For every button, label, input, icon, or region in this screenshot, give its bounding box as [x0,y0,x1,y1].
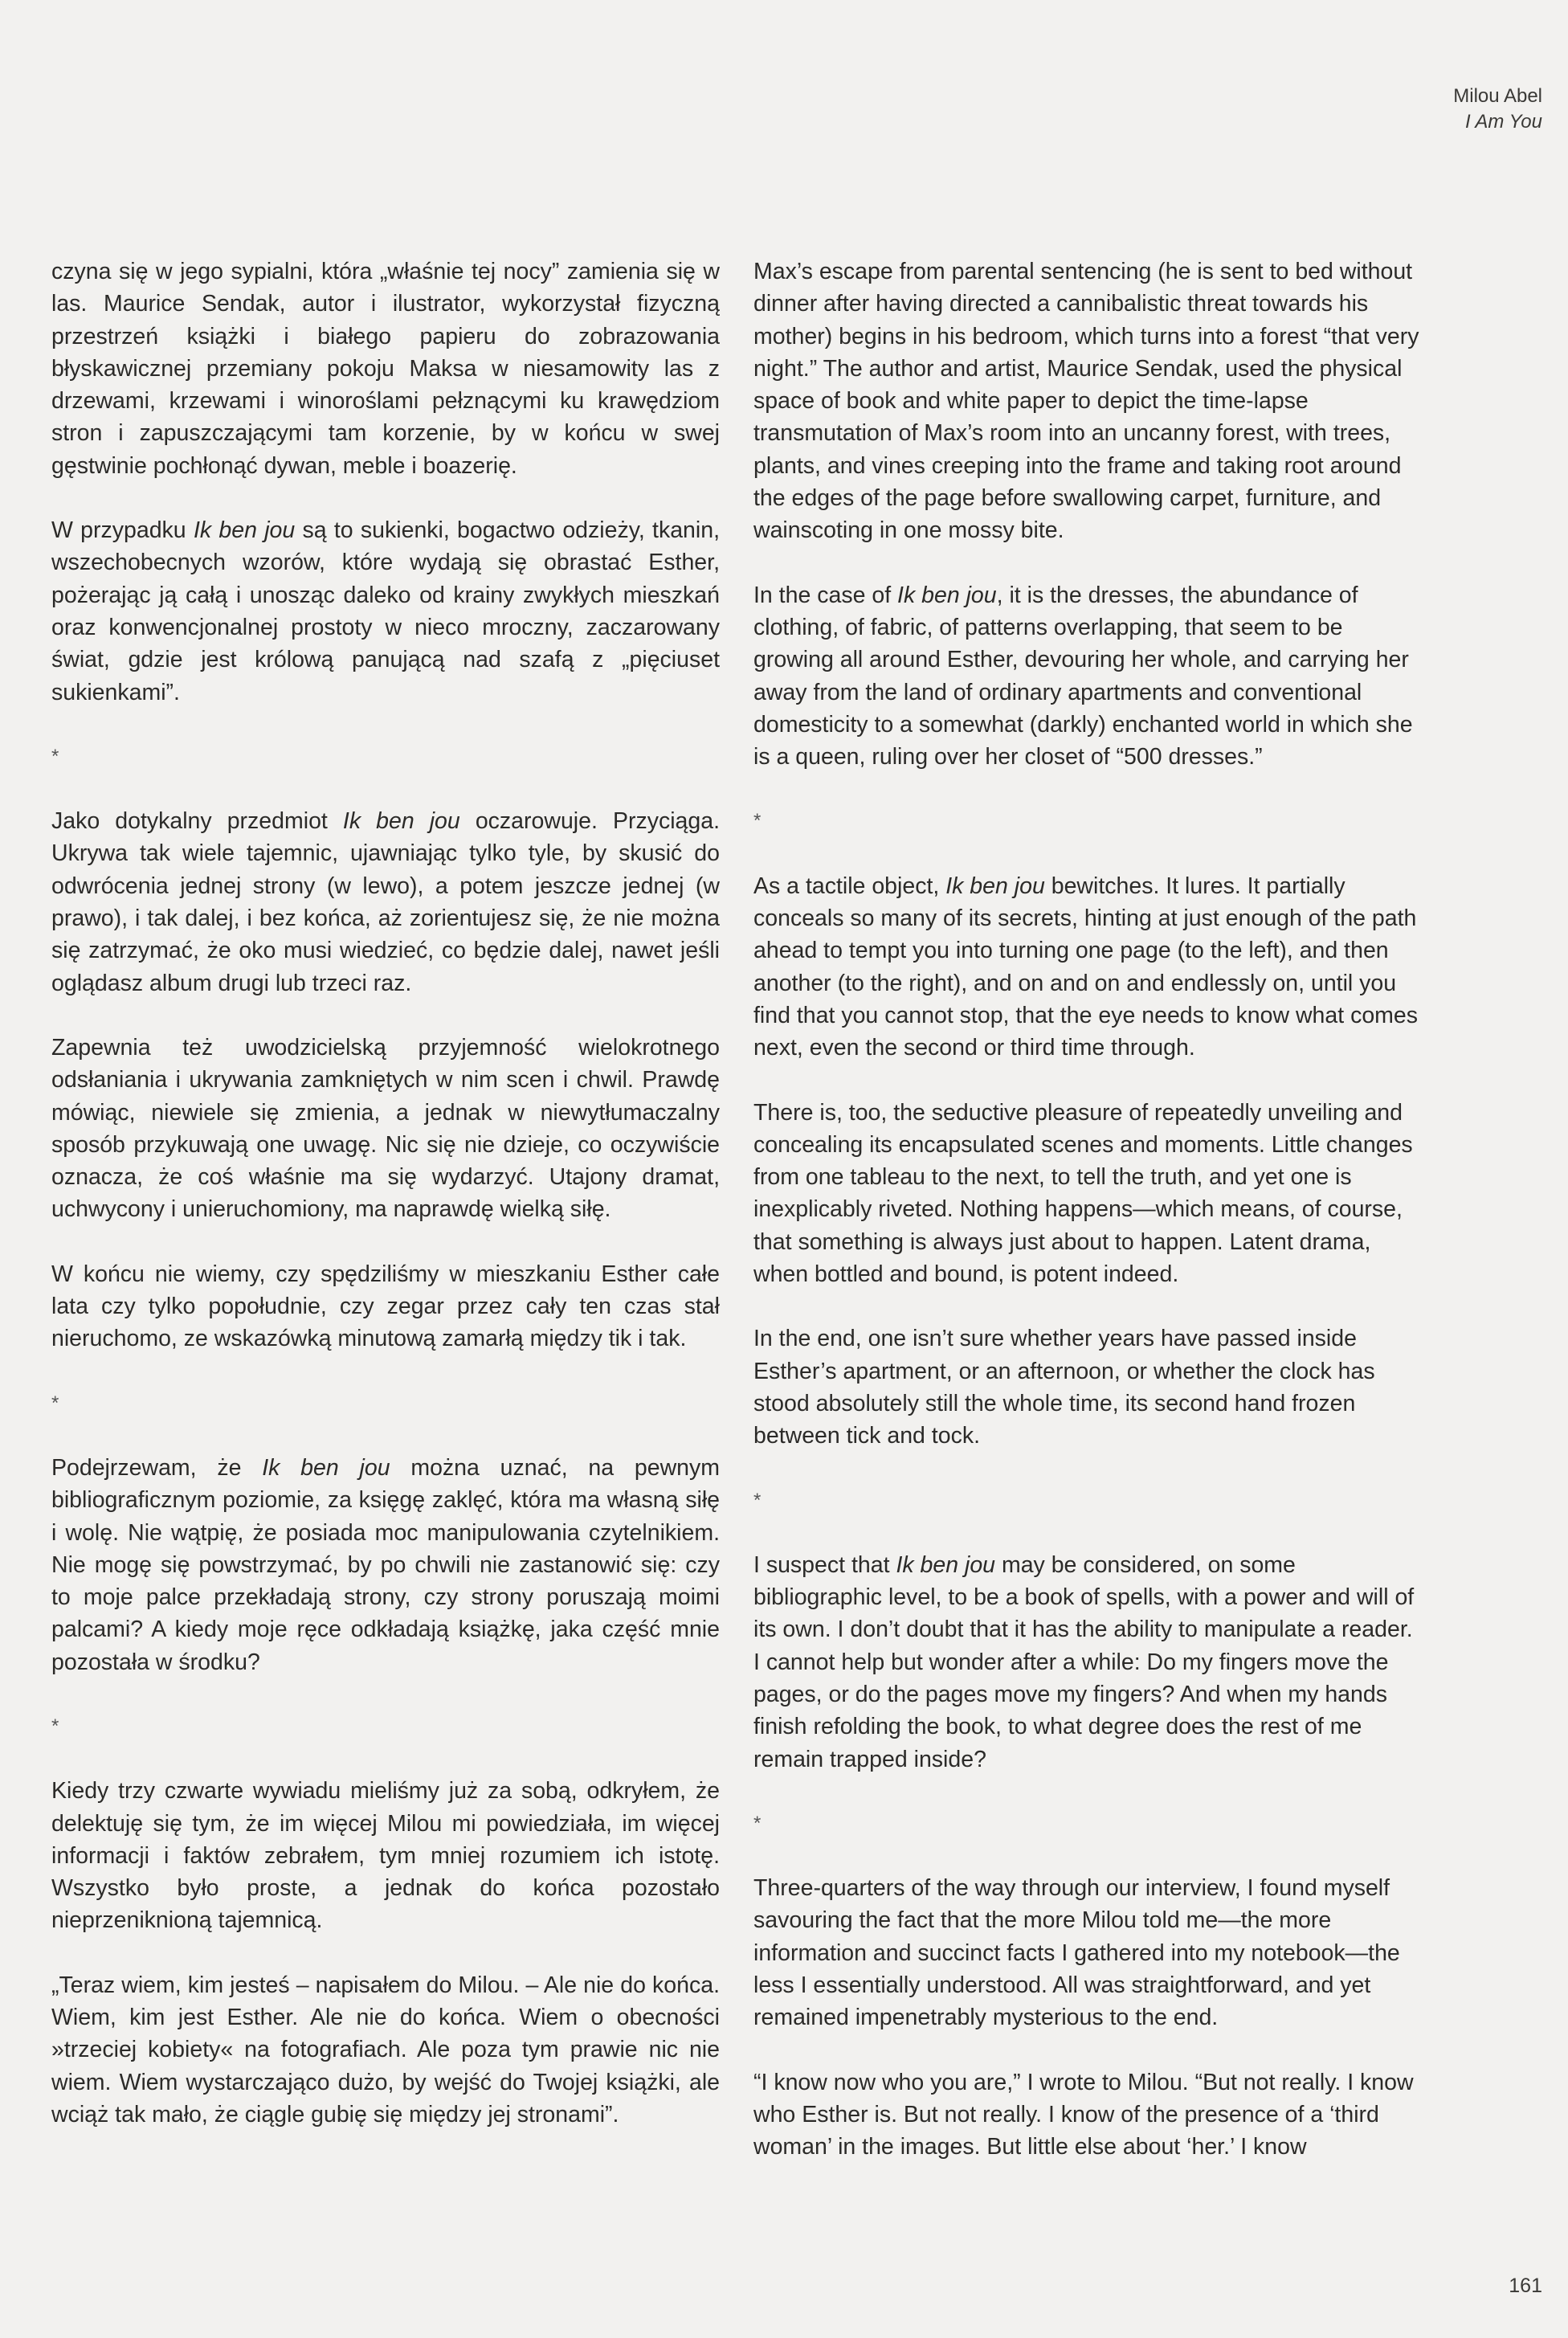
text-run: oczarowuje. Przyciąga. Ukrywa tak wiele tajemnic, ujawniając tylko tyle, by skusić do odwrócenia jednej strony (w lewo), a potem jeszcze jednej (w prawo), i tak dalej, i bez końca, aż zorientujesz się, że nie można się zatrzymać, że oko musi wiedzieć, co będzie dalej, nawet jeśli oglądasz album drugi lub trzeci raz. [51,808,720,996]
text-run: In the end, one isn’t sure whether years have passed inside Esther’s apartment, or an afternoon, or whether the clock has stood absolutely still the whole time, its second hand frozen between tick and tock. [753,1326,1375,1449]
text-run: “I know now who you are,” I wrote to Milou. “But not really. I know who Esther is. But not really. I know of the presence of a ‘third woman’ in the images. But little else about ‘her.’ I know [753,2069,1414,2160]
running-head [1453,84,1542,135]
en-paragraph [753,1097,1424,1291]
en-paragraph [753,579,1424,774]
pl-section-break [51,741,720,773]
running-head-title: I Am You [1464,111,1542,133]
en-section-break [753,1485,1424,1517]
text-run: , it is the dresses, the abundance of clothing, of fabric, of patterns overlapping, that seem to be growing all around Esther, devouring her whole, and carrying her away from the land of ordinary apartments and conventional domesticity to a somewhat (darkly) enchanted world in which she is a queen, ruling over her closet of “500 dresses.” [753,582,1413,770]
text-run: „Teraz wiem, kim jesteś – napisałem do Milou. – Ale nie do końca. Wiem, kim jest Esther. Ale nie do końca. Wiem o obecności »trzeciej kobiety« na fotografiach. Ale poza tym prawie nic nie wiem. Wiem wystarczająco dużo, by wejść do Twojej książki, ale wciąż tak mało, że ciągle gubię się między jej stronami”. [51,1972,720,2127]
text-run: Podejrzewam, że [51,1454,263,1481]
text-run: Three-quarters of the way through our interview, I found myself savouring the fact that the more Milou told me—the more information and succinct facts I gathered into my notebook—the less I essentially understood. All was straightforward, and yet remained impenetrably mysterious to the end. [753,1875,1400,2031]
pl-paragraph [51,1775,720,1936]
text-run: In the case of [753,582,898,608]
book-title: Ik ben jou [945,873,1045,899]
text-run: są to sukienki, bogactwo odzieży, tkanin, wszechobecnych wzorów, które wydają się obrastać Esther, pożerając ją całą i unosząc daleko od krainy zwykłych mieszkań oraz konwencjonalnej prostoty w nieco mroczny, zaczarowany świat, gdzie jest królową panującą nad szafą z „pięciuset sukienkami”. [51,517,721,705]
text-run: bewitches. It lures. It partially conceals so many of its secrets, hinting at just enough of the path ahead to tempt you into turning one page (to the left), and then another (to the right), and on and on and endlessly on, until you find that you cannot stop, that the eye needs to know what comes next, even the second or third time through. [753,873,1419,1061]
en-paragraph [753,1872,1424,2033]
book-title: Ik ben jou [897,582,997,608]
en-section-break [753,805,1424,837]
text-run: * [51,1392,59,1414]
text-run: W przypadku [51,517,194,544]
text-run: Zapewnia też uwodzicielską przyjemność wielokrotnego odsłaniania i ukrywania zamkniętych w nim scen i chwil. Prawdę mówiąc, niewiele się zmienia, a jednak w niewytłumaczalny sposób przykuwają one uwagę. Nic się nie dzieje, co oczywiście oznacza, że coś właśnie ma się wydarzyć. Utajony dramat, uchwycony i unieruchomiony, ma naprawdę wielką siłę. [51,1034,720,1223]
running-head-author: Milou Abel [1453,85,1542,107]
text-run: * [51,1715,59,1737]
en-paragraph [753,1549,1424,1776]
en-paragraph [753,1322,1424,1452]
en-paragraph [753,255,1424,547]
text-run: As a tactile object, [753,873,946,899]
book-title: Ik ben jou [262,1454,390,1481]
polish-text-column [51,255,720,2163]
text-run: * [753,1812,762,1834]
text-run: W końcu nie wiemy, czy spędziliśmy w mieszkaniu Esther całe lata czy tylko popołudnie, czy zegar przez cały ten czas stał nieruchomo, ze wskazówką minutową zamarłą między tik i tak. [51,1261,720,1352]
en-paragraph [753,2066,1424,2164]
text-run: Kiedy trzy czwarte wywiadu mieliśmy już za sobą, odkryłem, że delektuję się tym, że im więcej Milou mi powiedziała, im więcej informacji i faktów zebrałem, tym mniej rozumiem ich istotę. Wszystko było proste, a jednak do końca pozostało nieprzeniknioną tajemnicą. [51,1778,720,1934]
text-run: may be considered, on some bibliographic level, to be a book of spells, with a power and will of its own. I don’t doubt that it has the ability to manipulate a reader. I cannot help but wonder after a while: Do my fingers move the pages, or do the pages move my fingers? And when my hands finish refolding the book, to what degree does the rest of me remain trapped inside? [753,1551,1415,1772]
pl-section-break [51,1711,720,1743]
english-text-column [753,255,1424,2196]
pl-paragraph [51,1969,720,2131]
text-run: There is, too, the seductive pleasure of repeatedly unveiling and concealing its encapsulated scenes and moments. Little changes from one tableau to the next, to tell the truth, and yet one is inexplicably riveted. Nothing happens—which means, of course, that something is always just about to happen. Latent drama, when bottled and bound, is potent indeed. [753,1099,1413,1288]
text-run: czyna się w jego sypialni, która „właśnie tej nocy” zamienia się w las. Maurice Sendak, autor i ilustrator, wykorzystał fizyczną przestrzeń książki i białego papieru do zobrazowania błyskawicznej przemiany pokoju Maksa w niesamowity las z drzewami, krzewami i winoroślami pełznącymi ku krawędziom stron i zapuszczającymi tam korzenie, by w końcu w swej gęstwinie pochłonąć dywan, meble i boazerię. [51,259,720,479]
en-section-break [753,1808,1424,1840]
book-title: Ik ben jou [342,808,460,835]
text-run: * [753,810,762,832]
page-number: 161 [1509,2275,1542,2297]
pl-section-break [51,1388,720,1420]
pl-paragraph [51,514,720,709]
pl-paragraph [51,1032,720,1226]
pl-paragraph [51,255,720,482]
pl-paragraph [51,1258,720,1355]
pl-paragraph [51,805,720,999]
text-run: Max’s escape from parental sentencing (he is sent to bed without dinner after having directed a cannibalistic threat towards his mother) begins in his bedroom, which turns into a forest “that very night.” The author and artist, Maurice Sendak, used the physical space of book and white paper to depict the time-lapse transmutation of Max’s room into an uncanny forest, with trees, plants, and vines creeping into the frame and taking root around the edges of the page before swallowing carpet, furniture, and wainscoting in one mossy bite. [753,259,1419,544]
text-run: * [51,745,59,767]
text-run: * [753,1489,762,1511]
text-run: I suspect that [753,1551,896,1578]
book-title: Ik ben jou [193,517,296,544]
book-title: Ik ben jou [896,1551,996,1578]
pl-paragraph [51,1452,720,1678]
text-run: można uznać, na pewnym bibliograficznym poziomie, za księgę zaklęć, która ma własną siłę i wolę. Nie wątpię, że posiada moc manipulowania czytelnikiem. Nie mogę się powstrzymać, by po chwili nie zastanowić się: czy to moje palce przekładają strony, czy strony poruszają moimi palcami? A kiedy moje ręce odkładają książkę, jaka część mnie pozostała w środku? [51,1454,720,1675]
en-paragraph [753,870,1424,1065]
text-run: Jako dotykalny przedmiot [51,808,343,835]
